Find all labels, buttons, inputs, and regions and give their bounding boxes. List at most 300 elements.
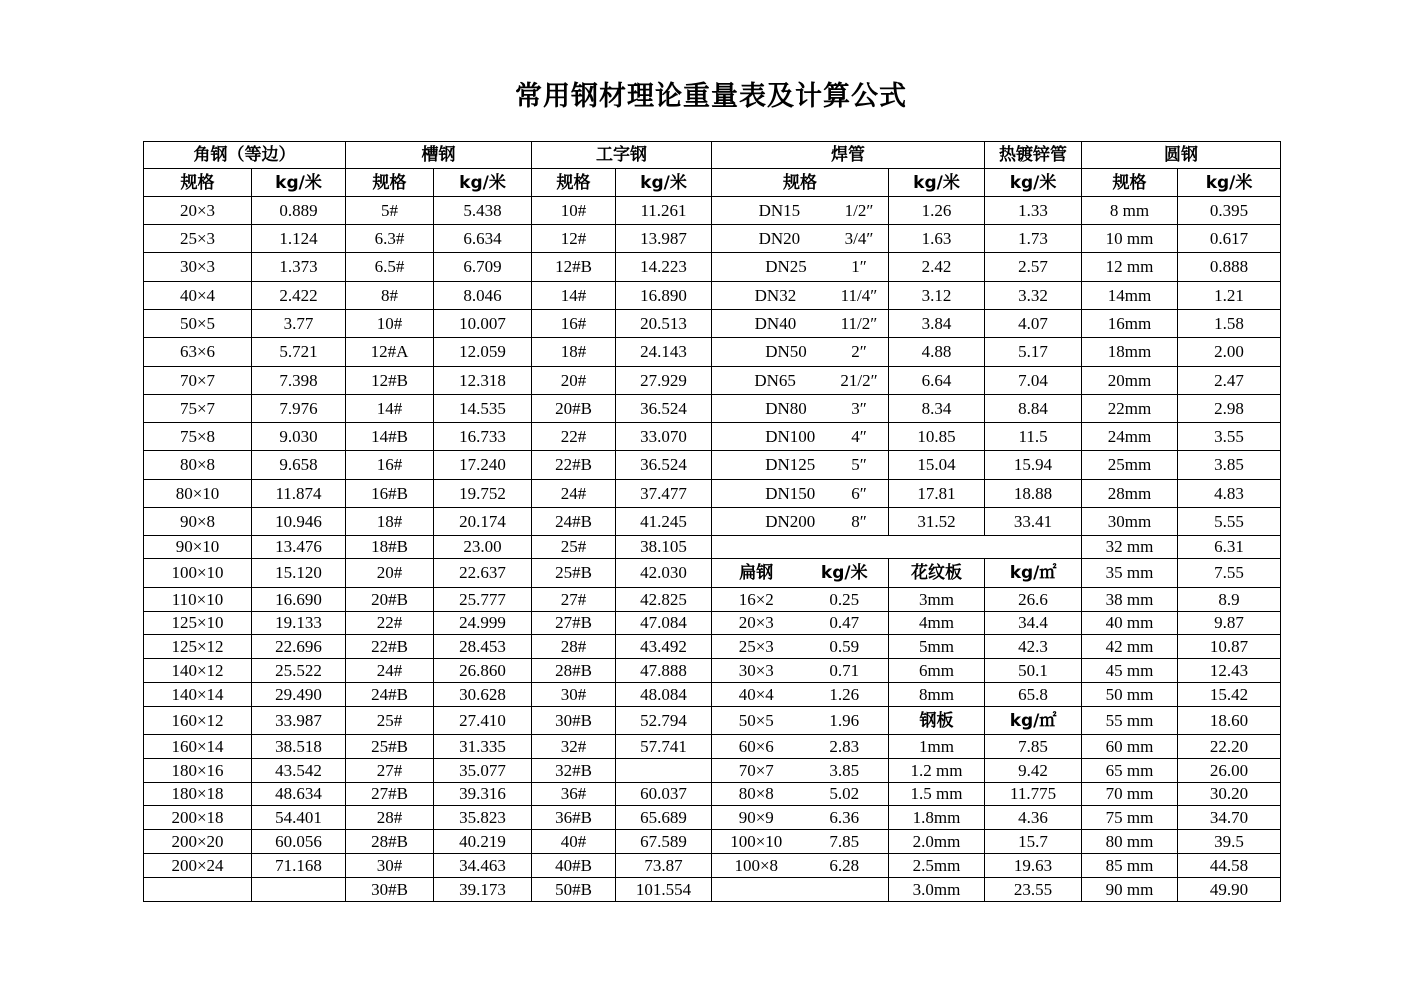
ibeam-weight: 27.929	[616, 367, 712, 395]
ibeam-weight: 11.261	[616, 197, 712, 225]
checker-plate-spec: 3mm	[889, 588, 985, 612]
ibeam-weight: 42.030	[616, 559, 712, 588]
angle-spec: 200×20	[144, 830, 252, 854]
round-steel-weight: 3.85	[1178, 451, 1281, 480]
welded-pipe-spec	[712, 367, 889, 395]
welded-pipe-weight: 6.64	[889, 367, 985, 395]
checker-plate-spec: 5mm	[889, 635, 985, 659]
flat-steel-weight: 0.25	[801, 588, 889, 612]
angle-spec: 30×3	[144, 253, 252, 282]
round-steel-spec: 8 mm	[1082, 197, 1178, 225]
round-steel-weight: 49.90	[1178, 878, 1281, 902]
channel-spec: 18#B	[346, 536, 434, 559]
pipe-inch: 1″	[851, 257, 867, 276]
ibeam-weight: 41.245	[616, 508, 712, 536]
round-steel-spec: 85 mm	[1082, 854, 1178, 878]
channel-weight: 20.174	[434, 508, 532, 536]
ibeam-spec: 24#B	[532, 508, 616, 536]
steel-plate-spec: 3.0mm	[889, 878, 985, 902]
angle-weight: 9.658	[252, 451, 346, 480]
round-steel-weight: 39.5	[1178, 830, 1281, 854]
ibeam-spec: 14#	[532, 282, 616, 310]
angle-spec: 75×8	[144, 423, 252, 451]
steel-plate-spec: 2.0mm	[889, 830, 985, 854]
flat-steel-spec: 25×3	[712, 635, 801, 659]
angle-spec: 180×18	[144, 783, 252, 806]
round-steel-spec: 90 mm	[1082, 878, 1178, 902]
welded-pipe-spec	[712, 508, 889, 536]
pipe-inch: 4″	[851, 426, 867, 446]
galvanized-pipe-weight: 4.07	[985, 310, 1082, 338]
channel-spec: 8#	[346, 282, 434, 310]
angle-weight: 7.398	[252, 367, 346, 395]
angle-weight: 38.518	[252, 735, 346, 759]
welded-pipe-spec	[712, 423, 889, 451]
round-steel-spec: 12 mm	[1082, 253, 1178, 282]
table-row	[144, 508, 1281, 536]
ibeam-spec: 12#	[532, 225, 616, 253]
channel-weight: 39.173	[434, 878, 532, 902]
round-steel-spec: 16mm	[1082, 310, 1178, 338]
angle-spec: 110×10	[144, 588, 252, 612]
channel-weight: 23.00	[434, 536, 532, 559]
ibeam-spec: 36#	[532, 783, 616, 806]
angle-spec: 125×10	[144, 612, 252, 635]
ibeam-spec: 50#B	[532, 878, 616, 902]
angle-weight: 1.124	[252, 225, 346, 253]
ibeam-weight: 47.084	[616, 612, 712, 635]
welded-pipe-weight: 2.42	[889, 253, 985, 282]
table-row	[144, 225, 1281, 253]
table-row	[144, 559, 1281, 588]
ibeam-weight: 13.987	[616, 225, 712, 253]
checker-plate-spec: 8mm	[889, 683, 985, 707]
ibeam-spec: 20#B	[532, 395, 616, 423]
ibeam-weight: 14.223	[616, 253, 712, 282]
angle-weight: 1.373	[252, 253, 346, 282]
ibeam-spec: 28#	[532, 635, 616, 659]
angle-weight: 60.056	[252, 830, 346, 854]
steel-plate-header: 钢板	[889, 707, 985, 735]
angle-spec: 140×14	[144, 683, 252, 707]
welded-pipe-spec	[712, 480, 889, 508]
welded-pipe-weight: 8.34	[889, 395, 985, 423]
steel-plate-spec: 2.5mm	[889, 854, 985, 878]
flat-steel-weight: 0.71	[801, 659, 889, 683]
round-steel-weight: 0.617	[1178, 225, 1281, 253]
welded-pipe-weight: 3.12	[889, 282, 985, 310]
ibeam-weight: 36.524	[616, 451, 712, 480]
channel-weight: 19.752	[434, 480, 532, 508]
angle-spec: 200×18	[144, 806, 252, 830]
table-row	[144, 683, 1281, 707]
galvanized-pipe-weight: 33.41	[985, 508, 1082, 536]
round-steel-weight: 26.00	[1178, 759, 1281, 783]
round-steel-spec: 45 mm	[1082, 659, 1178, 683]
angle-spec: 180×16	[144, 759, 252, 783]
welded-pipe-weight: 4.88	[889, 338, 985, 367]
steel-plate-weight: 15.7	[985, 830, 1082, 854]
col-header-unit: kg/米	[1178, 169, 1281, 197]
flat-steel-spec: 90×9	[712, 806, 801, 830]
ibeam-spec: 22#B	[532, 451, 616, 480]
round-steel-spec: 55 mm	[1082, 707, 1178, 735]
round-steel-weight: 1.21	[1178, 282, 1281, 310]
channel-spec: 24#B	[346, 683, 434, 707]
table-row	[144, 451, 1281, 480]
angle-weight	[252, 878, 346, 902]
checker-plate-weight: 65.8	[985, 683, 1082, 707]
channel-weight: 24.999	[434, 612, 532, 635]
ibeam-spec: 20#	[532, 367, 616, 395]
steel-weight-table	[143, 141, 1281, 902]
section-channel-steel: 槽钢	[346, 142, 532, 169]
col-header-unit: kg/米	[616, 169, 712, 197]
channel-spec: 10#	[346, 310, 434, 338]
round-steel-spec: 50 mm	[1082, 683, 1178, 707]
round-steel-spec: 14mm	[1082, 282, 1178, 310]
col-header-unit: kg/米	[434, 169, 532, 197]
ibeam-spec: 25#	[532, 536, 616, 559]
angle-weight: 19.133	[252, 612, 346, 635]
pipe-dn: DN40	[754, 313, 797, 333]
angle-spec: 90×8	[144, 508, 252, 536]
welded-pipe-weight: 1.63	[889, 225, 985, 253]
pipe-inch: 5″	[851, 455, 867, 474]
angle-spec: 160×14	[144, 735, 252, 759]
channel-spec: 22#B	[346, 635, 434, 659]
round-steel-spec: 24mm	[1082, 423, 1178, 451]
angle-spec: 90×10	[144, 536, 252, 559]
channel-spec: 20#B	[346, 588, 434, 612]
round-steel-spec: 35 mm	[1082, 559, 1178, 588]
angle-weight: 16.690	[252, 588, 346, 612]
round-steel-weight: 1.58	[1178, 310, 1281, 338]
welded-pipe-weight: 1.26	[889, 197, 985, 225]
galvanized-pipe-weight: 11.5	[985, 423, 1082, 451]
round-steel-spec: 38 mm	[1082, 588, 1178, 612]
channel-spec: 28#B	[346, 830, 434, 854]
flat-steel-weight: 1.26	[801, 683, 889, 707]
flat-steel-spec: 16×2	[712, 588, 801, 612]
ibeam-weight: 16.890	[616, 282, 712, 310]
ibeam-spec: 18#	[532, 338, 616, 367]
flat-steel-weight: 6.28	[801, 854, 889, 878]
table-row	[144, 806, 1281, 830]
ibeam-weight	[616, 759, 712, 783]
ibeam-weight: 37.477	[616, 480, 712, 508]
angle-weight: 5.721	[252, 338, 346, 367]
channel-weight: 8.046	[434, 282, 532, 310]
round-steel-spec: 40 mm	[1082, 612, 1178, 635]
ibeam-weight: 36.524	[616, 395, 712, 423]
ibeam-weight: 67.589	[616, 830, 712, 854]
angle-spec: 160×12	[144, 707, 252, 735]
steel-plate-spec: 1mm	[889, 735, 985, 759]
channel-spec: 25#	[346, 707, 434, 735]
channel-spec: 24#	[346, 659, 434, 683]
channel-weight: 34.463	[434, 854, 532, 878]
ibeam-weight: 101.554	[616, 878, 712, 902]
column-header-row	[144, 169, 1281, 197]
angle-weight: 2.422	[252, 282, 346, 310]
col-header-spec: 规格	[712, 169, 889, 197]
ibeam-spec: 24#	[532, 480, 616, 508]
table-row	[144, 707, 1281, 735]
galvanized-pipe-weight: 2.57	[985, 253, 1082, 282]
channel-weight: 39.316	[434, 783, 532, 806]
channel-weight: 30.628	[434, 683, 532, 707]
channel-weight: 16.733	[434, 423, 532, 451]
welded-pipe-spec	[712, 282, 889, 310]
steel-plate-unit-header: kg/㎡	[985, 707, 1082, 735]
welded-pipe-weight: 17.81	[889, 480, 985, 508]
round-steel-spec: 22mm	[1082, 395, 1178, 423]
table-row	[144, 282, 1281, 310]
round-steel-weight: 30.20	[1178, 783, 1281, 806]
flat-steel-weight: 0.59	[801, 635, 889, 659]
channel-spec: 27#B	[346, 783, 434, 806]
steel-plate-spec: 1.5 mm	[889, 783, 985, 806]
table-row	[144, 635, 1281, 659]
round-steel-weight: 4.83	[1178, 480, 1281, 508]
channel-spec: 6.3#	[346, 225, 434, 253]
pipe-inch: 2″	[851, 342, 867, 361]
col-header-unit: kg/米	[252, 169, 346, 197]
pipe-dn: DN20	[758, 228, 801, 248]
table-row	[144, 759, 1281, 783]
checker-plate-weight: 50.1	[985, 659, 1082, 683]
round-steel-spec: 75 mm	[1082, 806, 1178, 830]
pipe-dn: DN200	[765, 511, 816, 531]
angle-weight: 10.946	[252, 508, 346, 536]
angle-spec: 200×24	[144, 854, 252, 878]
flat-steel-weight	[801, 878, 889, 902]
angle-spec: 80×8	[144, 451, 252, 480]
round-steel-weight: 44.58	[1178, 854, 1281, 878]
pipe-dn: DN125	[765, 455, 816, 474]
round-steel-spec: 42 mm	[1082, 635, 1178, 659]
round-steel-weight: 2.47	[1178, 367, 1281, 395]
angle-weight: 48.634	[252, 783, 346, 806]
ibeam-weight: 65.689	[616, 806, 712, 830]
pipe-dn: DN25	[765, 257, 807, 276]
channel-spec: 20#	[346, 559, 434, 588]
angle-spec: 125×12	[144, 635, 252, 659]
round-steel-weight: 0.395	[1178, 197, 1281, 225]
angle-weight: 22.696	[252, 635, 346, 659]
round-steel-weight: 6.31	[1178, 536, 1281, 559]
galvanized-pipe-weight: 1.33	[985, 197, 1082, 225]
angle-spec: 140×12	[144, 659, 252, 683]
col-header-spec: 规格	[1082, 169, 1178, 197]
flat-steel-spec: 30×3	[712, 659, 801, 683]
channel-weight: 6.634	[434, 225, 532, 253]
ibeam-spec: 16#	[532, 310, 616, 338]
welded-pipe-spec	[712, 451, 889, 480]
checker-plate-weight: 26.6	[985, 588, 1082, 612]
round-steel-weight: 9.87	[1178, 612, 1281, 635]
flat-steel-weight: 5.02	[801, 783, 889, 806]
round-steel-spec: 80 mm	[1082, 830, 1178, 854]
ibeam-spec: 27#	[532, 588, 616, 612]
steel-plate-spec: 1.8mm	[889, 806, 985, 830]
col-header-spec: 规格	[144, 169, 252, 197]
angle-weight: 43.542	[252, 759, 346, 783]
channel-weight: 35.077	[434, 759, 532, 783]
ibeam-weight: 48.084	[616, 683, 712, 707]
channel-spec: 25#B	[346, 735, 434, 759]
round-steel-spec: 65 mm	[1082, 759, 1178, 783]
col-header-spec: 规格	[346, 169, 434, 197]
round-steel-spec: 32 mm	[1082, 536, 1178, 559]
angle-weight: 29.490	[252, 683, 346, 707]
pipe-inch: 6″	[851, 483, 867, 503]
angle-spec: 75×7	[144, 395, 252, 423]
empty-cell	[712, 536, 1082, 559]
angle-spec: 100×10	[144, 559, 252, 588]
checker-plate-weight: 34.4	[985, 612, 1082, 635]
flat-steel-spec: 100×10	[712, 830, 801, 854]
flat-steel-spec	[712, 878, 801, 902]
galvanized-pipe-weight: 7.04	[985, 367, 1082, 395]
ibeam-weight: 73.87	[616, 854, 712, 878]
table-row	[144, 783, 1281, 806]
galvanized-pipe-weight: 5.17	[985, 338, 1082, 367]
angle-spec	[144, 878, 252, 902]
welded-pipe-spec	[712, 338, 889, 367]
angle-weight: 71.168	[252, 854, 346, 878]
channel-spec: 6.5#	[346, 253, 434, 282]
table-row	[144, 878, 1281, 902]
steel-plate-spec: 1.2 mm	[889, 759, 985, 783]
section-galvanized-pipe: 热镀锌管	[985, 142, 1082, 169]
channel-weight: 28.453	[434, 635, 532, 659]
steel-plate-weight: 7.85	[985, 735, 1082, 759]
flat-steel-spec: 100×8	[712, 854, 801, 878]
ibeam-spec: 28#B	[532, 659, 616, 683]
ibeam-weight: 52.794	[616, 707, 712, 735]
channel-weight: 35.823	[434, 806, 532, 830]
channel-spec: 5#	[346, 197, 434, 225]
round-steel-weight: 2.00	[1178, 338, 1281, 367]
table-row	[144, 367, 1281, 395]
checker-plate-spec: 6mm	[889, 659, 985, 683]
pipe-inch: 8″	[851, 511, 867, 531]
table-row	[144, 395, 1281, 423]
flat-steel-unit-header: kg/米	[801, 559, 889, 588]
round-steel-weight: 12.43	[1178, 659, 1281, 683]
ibeam-spec: 25#B	[532, 559, 616, 588]
angle-weight: 3.77	[252, 310, 346, 338]
pipe-dn: DN100	[765, 426, 816, 446]
flat-steel-weight: 2.83	[801, 735, 889, 759]
pipe-inch: 1/2″	[844, 200, 874, 220]
pipe-dn: DN15	[758, 200, 801, 220]
channel-weight: 25.777	[434, 588, 532, 612]
angle-spec: 70×7	[144, 367, 252, 395]
steel-plate-weight: 23.55	[985, 878, 1082, 902]
channel-weight: 10.007	[434, 310, 532, 338]
table-row	[144, 480, 1281, 508]
angle-spec: 40×4	[144, 282, 252, 310]
channel-spec: 30#B	[346, 878, 434, 902]
ibeam-weight: 47.888	[616, 659, 712, 683]
section-header-row	[144, 142, 1281, 169]
angle-weight: 11.874	[252, 480, 346, 508]
flat-steel-header: 扁钢	[712, 559, 801, 588]
table-row	[144, 338, 1281, 367]
pipe-dn: DN32	[754, 285, 797, 305]
table-row	[144, 197, 1281, 225]
table-row	[144, 310, 1281, 338]
channel-weight: 12.059	[434, 338, 532, 367]
channel-weight: 40.219	[434, 830, 532, 854]
angle-weight: 15.120	[252, 559, 346, 588]
channel-spec: 27#	[346, 759, 434, 783]
channel-spec: 16#	[346, 451, 434, 480]
welded-pipe-weight: 31.52	[889, 508, 985, 536]
round-steel-spec: 10 mm	[1082, 225, 1178, 253]
table-row	[144, 253, 1281, 282]
steel-plate-weight: 11.775	[985, 783, 1082, 806]
steel-plate-weight: 4.36	[985, 806, 1082, 830]
round-steel-spec: 18mm	[1082, 338, 1178, 367]
channel-weight: 31.335	[434, 735, 532, 759]
channel-spec: 28#	[346, 806, 434, 830]
galvanized-pipe-weight: 18.88	[985, 480, 1082, 508]
angle-spec: 50×5	[144, 310, 252, 338]
ibeam-weight: 20.513	[616, 310, 712, 338]
angle-weight: 9.030	[252, 423, 346, 451]
channel-spec: 22#	[346, 612, 434, 635]
channel-weight: 27.410	[434, 707, 532, 735]
channel-weight: 5.438	[434, 197, 532, 225]
round-steel-spec: 30mm	[1082, 508, 1178, 536]
galvanized-pipe-weight: 1.73	[985, 225, 1082, 253]
table-row	[144, 830, 1281, 854]
pipe-dn: DN65	[754, 370, 796, 390]
steel-plate-weight: 19.63	[985, 854, 1082, 878]
section-angle-steel: 角钢（等边）	[144, 142, 346, 169]
flat-steel-weight: 7.85	[801, 830, 889, 854]
section-i-beam: 工字钢	[532, 142, 712, 169]
ibeam-spec: 27#B	[532, 612, 616, 635]
pipe-inch: 21/2″	[840, 370, 878, 390]
angle-weight: 54.401	[252, 806, 346, 830]
round-steel-weight: 22.20	[1178, 735, 1281, 759]
table-row	[144, 588, 1281, 612]
ibeam-weight: 38.105	[616, 536, 712, 559]
channel-spec: 18#	[346, 508, 434, 536]
table-row	[144, 854, 1281, 878]
channel-spec: 12#A	[346, 338, 434, 367]
welded-pipe-spec	[712, 310, 889, 338]
table-row	[144, 536, 1281, 559]
ibeam-spec: 40#B	[532, 854, 616, 878]
ibeam-spec: 32#B	[532, 759, 616, 783]
round-steel-weight: 0.888	[1178, 253, 1281, 282]
channel-weight: 14.535	[434, 395, 532, 423]
flat-steel-spec: 50×5	[712, 707, 801, 735]
table-row	[144, 735, 1281, 759]
pipe-inch: 3/4″	[844, 228, 874, 248]
ibeam-spec: 10#	[532, 197, 616, 225]
ibeam-weight: 60.037	[616, 783, 712, 806]
round-steel-weight: 8.9	[1178, 588, 1281, 612]
col-header-unit: kg/米	[889, 169, 985, 197]
col-header-spec: 规格	[532, 169, 616, 197]
